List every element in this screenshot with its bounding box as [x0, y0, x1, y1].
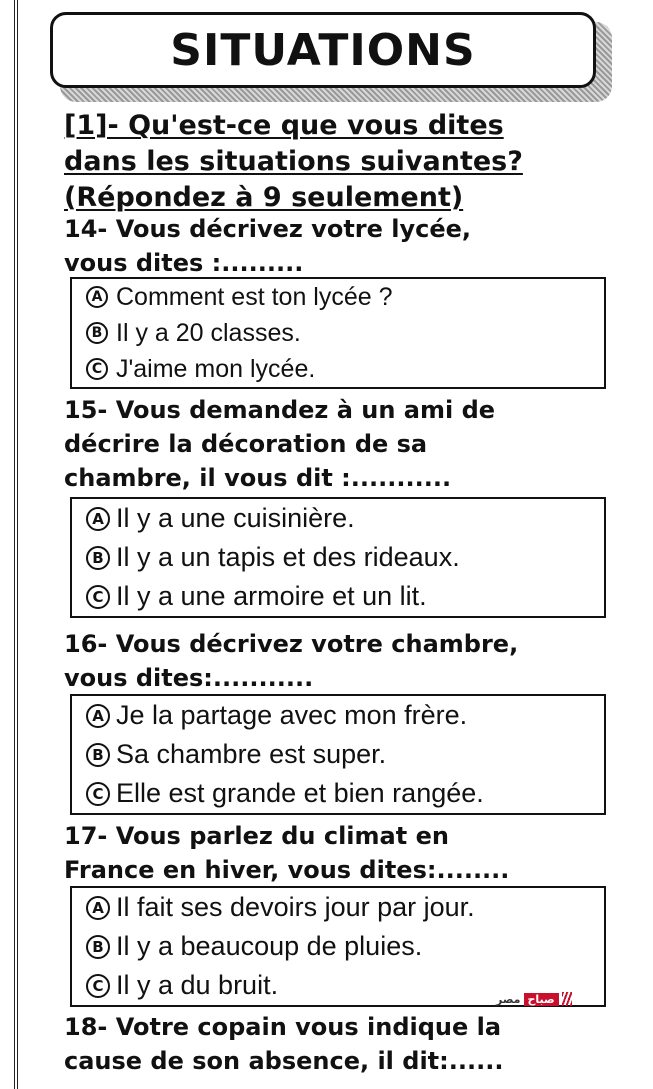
letter-b-icon: B — [86, 546, 110, 570]
question-line: vous dites :......... — [64, 249, 304, 277]
instruction-line-2: dans les situations suivantes? — [64, 146, 523, 177]
question-line: 17- Vous parlez du climat en — [64, 822, 449, 850]
question-line: chambre, il vous dit :........... — [64, 464, 452, 492]
question-line: France en hiver, vous dites:........ — [64, 856, 510, 884]
letter-c-icon: C — [86, 358, 108, 380]
option-a[interactable] — [72, 696, 604, 735]
instruction-line-3: (Répondez à 9 seulement) — [64, 182, 464, 213]
question-line: 16- Vous décrivez votre chambre, — [64, 630, 519, 658]
option-text: Je la partage avec mon frère. — [116, 700, 468, 730]
option-b[interactable] — [72, 538, 604, 577]
option-c[interactable] — [72, 351, 604, 387]
instruction — [64, 108, 624, 216]
question-line: 15- Vous demandez à un ami de — [64, 396, 496, 424]
option-text: Il y a beaucoup de pluies. — [116, 931, 423, 961]
letter-a-icon: A — [86, 507, 110, 531]
question-line: décrire la décoration de sa — [64, 430, 428, 458]
option-a[interactable] — [72, 279, 604, 315]
letter-b-icon: B — [86, 322, 108, 344]
question-line: vous dites:........... — [64, 664, 314, 692]
options-box-15 — [70, 497, 606, 618]
option-text: Il y a une armoire et un lit. — [116, 581, 427, 611]
option-text: Sa chambre est super. — [116, 739, 387, 769]
question-15 — [64, 393, 624, 495]
option-b[interactable] — [72, 927, 604, 966]
option-text: Comment est ton lycée ? — [116, 282, 393, 311]
option-c[interactable] — [72, 774, 604, 813]
letter-a-icon: A — [86, 286, 108, 308]
title-box — [50, 12, 596, 88]
options-box-16 — [70, 694, 606, 815]
option-text: Il y a un tapis et des rideaux. — [116, 542, 460, 572]
question-line: cause de son absence, il dit:...... — [64, 1047, 504, 1075]
instruction-line-1: [1]- Qu'est-ce que vous dites — [64, 110, 504, 141]
question-16 — [64, 627, 624, 695]
option-b[interactable] — [72, 735, 604, 774]
option-b[interactable] — [72, 315, 604, 351]
question-line: 14- Vous décrivez votre lycée, — [64, 215, 472, 243]
letter-a-icon: A — [86, 704, 110, 728]
options-box-14 — [70, 277, 606, 389]
option-c[interactable] — [72, 577, 604, 616]
question-line: 18- Votre copain vous indique la — [64, 1013, 502, 1041]
option-text: Elle est grande et bien rangée. — [116, 778, 484, 808]
question-17 — [64, 819, 624, 887]
letter-c-icon: C — [86, 974, 110, 998]
watermark-logo — [496, 990, 572, 1008]
option-a[interactable] — [72, 499, 604, 538]
letter-a-icon: A — [86, 896, 110, 920]
page-border — [14, 0, 18, 1089]
watermark-text: مصر — [496, 992, 521, 1006]
letter-c-icon: C — [86, 782, 110, 806]
stripes-icon — [562, 992, 572, 1006]
letter-c-icon: C — [86, 585, 110, 609]
option-text: J'aime mon lycée. — [116, 354, 316, 383]
letter-b-icon: B — [86, 743, 110, 767]
option-text: Il y a une cuisinière. — [116, 503, 355, 533]
question-14 — [64, 212, 624, 280]
option-a[interactable] — [72, 888, 604, 927]
page-title: SITUATIONS — [170, 24, 476, 76]
options-box-17 — [70, 886, 606, 1007]
option-text: Il y a 20 classes. — [116, 318, 301, 347]
watermark-brand: صباح — [524, 993, 559, 1006]
letter-b-icon: B — [86, 935, 110, 959]
question-18 — [64, 1010, 624, 1078]
option-text: Il fait ses devoirs jour par jour. — [116, 892, 475, 922]
option-text: Il y a du bruit. — [116, 970, 279, 1000]
